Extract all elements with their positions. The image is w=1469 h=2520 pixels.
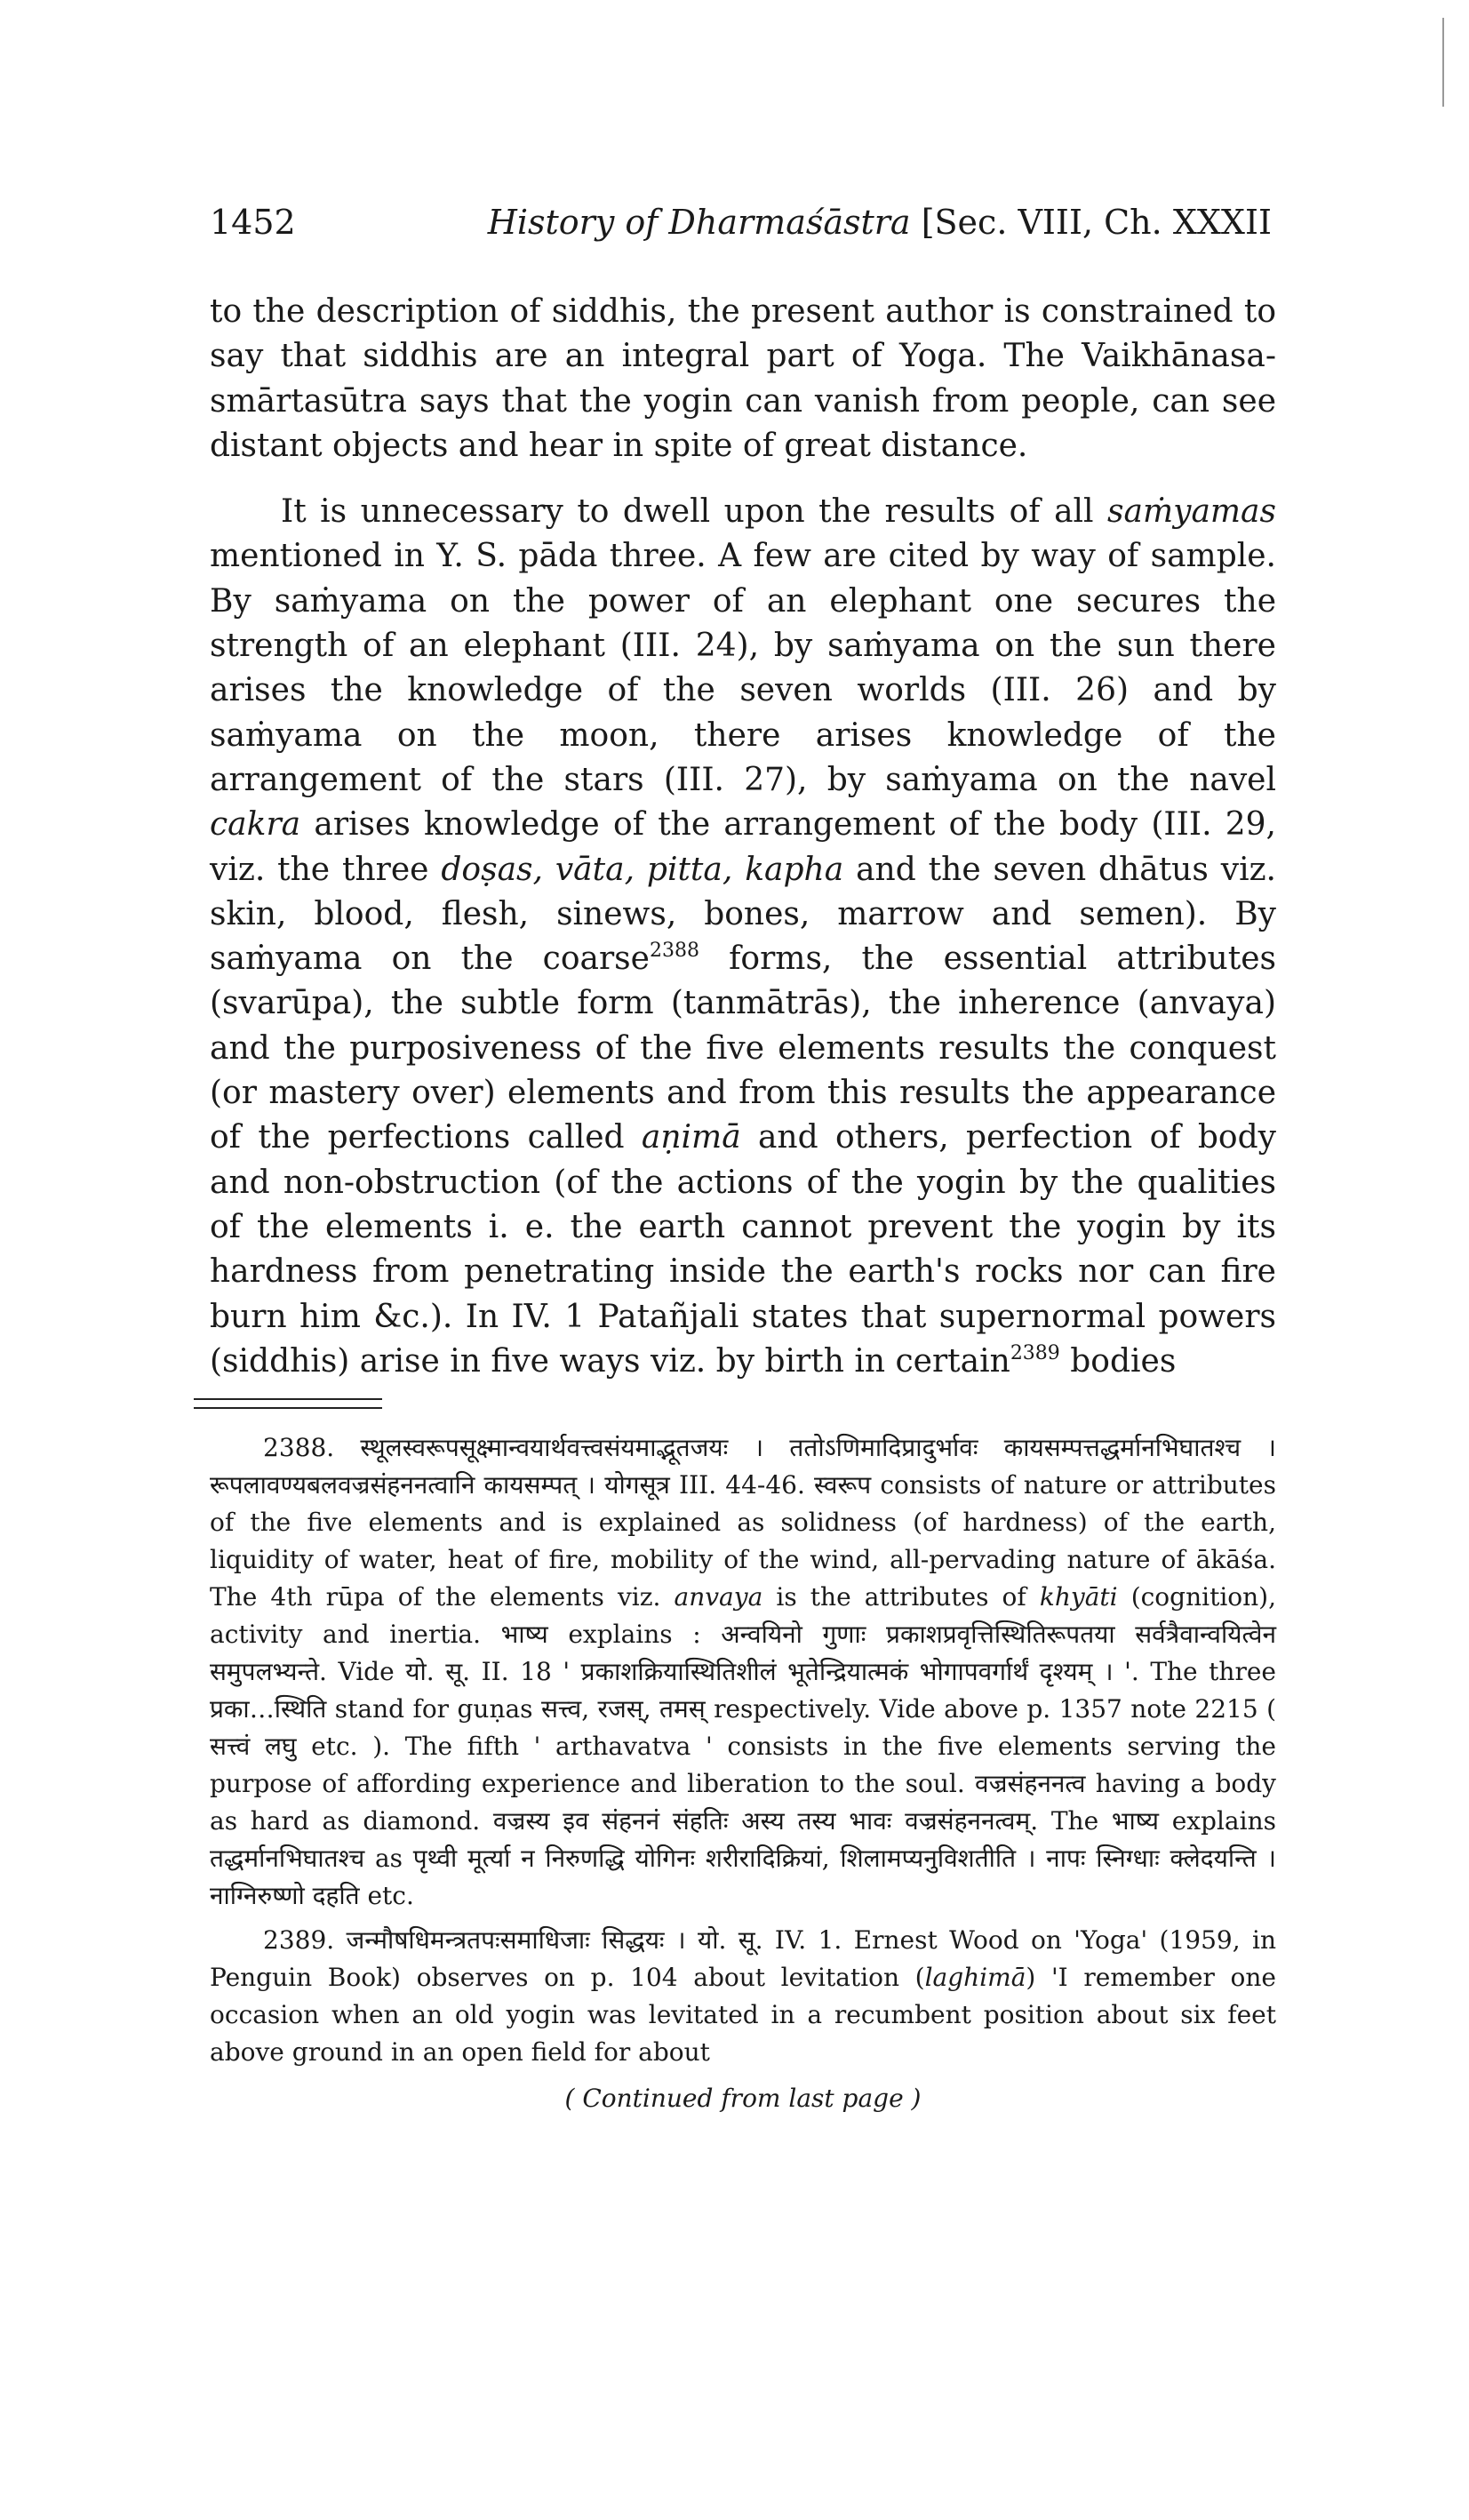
text-run: ) 'I remember one occasion when an old yogin was levitated in a recumbent position about six feet above ground in an open field for about: [210, 1963, 1276, 2067]
main-text: [210, 290, 1276, 1384]
page-number: 1452: [210, 203, 296, 242]
footnote-rule: [194, 1398, 382, 1409]
text-run: It is unnecessary to dwell upon the results of all: [281, 493, 1108, 531]
italic-term: doṣas, vāta, pitta, kapha: [441, 851, 844, 888]
text-run: mentioned in Y. S. pāda three. A few are cited by way of sample. By saṁyama on the power of an elephant one secures the strength of an elephant (III. 24), by saṁyama on the sun there arises the knowledge of the seven worlds (III. 26) and by saṁyama on the moon, there arises knowledge of the arrangement of the stars (III. 27), by saṁyama on the navel: [210, 538, 1276, 798]
page-edge-mark: [1442, 18, 1444, 107]
italic-term: laghimā: [924, 1963, 1026, 1992]
text-run: and the seven dhātus viz. skin, blood, flesh, sinews, bones, marrow and semen). By saṁyama on the coarse: [210, 851, 1276, 978]
text-run: bodies: [1059, 1342, 1177, 1380]
book-title: History of Dharmaśāstra: [487, 203, 911, 242]
footnotes: [210, 1429, 1276, 2117]
text-run: and others, perfection of body and non-obstruction (of the actions of the yogin by the qualities of the elements i. e. the earth cannot prevent the yogin by its hardness from penetrating inside the earth's rocks nor can fire burn him &c.). In IV. 1 Patañjali states that supernormal powers (siddhis) arise in five ways viz. by birth in certain: [210, 1119, 1276, 1380]
italic-term: saṁyamas: [1107, 493, 1276, 531]
footnote-2388: [210, 1429, 1276, 1915]
italic-term: khyāti: [1039, 1582, 1118, 1612]
paragraph-1: to the description of siddhis, the present author is constrained to say that siddhis are an integral part of Yoga. The Vaikhānasa-smārtasūtra says that the yogin can vanish from people, can see distant objects and hear in spite of great distance.: [210, 293, 1276, 464]
running-header: [210, 203, 1272, 256]
italic-term: aṇimā: [641, 1119, 741, 1156]
footnote-ref-2388: 2388: [649, 940, 699, 963]
footnote-ref-2389: 2389: [1010, 1341, 1060, 1364]
footnote-2389: [210, 1922, 1276, 2071]
text-run: arises knowledge of the arrangement of the body (III. 29, viz. the three: [210, 806, 1276, 888]
text-run: (cognition), activity and inertia. भाष्य explains : अन्वयिनो गुणाः प्रकाशप्रवृत्तिस्थितिरूपतया सर्वत्रैवान्वयित्वेन समुपलभ्यन्ते. Vide यो. सू. II. 18 ' प्रकाशक्रियास्थितिशीलं भूतेन्द्रियात्मकं भोगापवर्गार्थं दृश्यम् । '. The three प्रका…स्थिति stand for guṇas सत्त्व, रजस्, तमस् respectively. Vide above p. 1357 note 2215 ( सत्त्वं लघु etc. ). The fifth ' arthavatva ' consists in the five elements serving the purpose of affording experience and liberation to the soul. वज्रसंहननत्व having a body as hard as diamond. वज्रस्य इव संहननं संहतिः अस्य तस्य भावः वज्रसंहननत्वम्. The भाष्य explains तद्धर्मानभिघातश्च as पृथ्वी मूर्त्या न निरुणद्धि योगिनः शरीरादिक्रियां, शिलामप्यनुविशतीति । नापः स्निग्धाः क्लेदयन्ति । नाग्निरुष्णो दहति etc.: [210, 1582, 1276, 1910]
text-run: 2389. जन्मौषधिमन्त्रतपःसमाधिजाः सिद्धयः । यो. सू. IV. 1. Ernest Wood on 'Yoga' (1959, in Penguin Book) observes on p. 104 about levitation (: [210, 1925, 1276, 1992]
text-run: is the attributes of: [762, 1582, 1040, 1612]
italic-term: anvaya: [674, 1582, 763, 1612]
text-run: forms, the essential attributes (svarūpa), the subtle form (tanmātrās), the inherence (anvaya) and the purposiveness of the five elements results the conquest (or mastery over) elements and from this results the appearance of the perfections called: [210, 940, 1276, 1156]
italic-term: cakra: [210, 806, 301, 844]
continued-note: ( Continued from last page ): [564, 2084, 922, 2113]
section-label: [Sec. VIII, Ch. XXXII: [921, 203, 1272, 242]
text-run: 2388. स्थूलस्वरूपसूक्ष्मान्वयार्थवत्त्वसंयमाद्भूतजयः । ततोऽणिमादिप्रादुर्भावः कायसम्पत्तद्धर्मानभिघातश्च । रूपलावण्यबलवज्रसंहननत्वानि कायसम्पत् । योगसूत्र III. 44-46. स्वरूप consists of nature or attributes of the five elements and is explained as solidness (of hardness) of the earth, liquidity of water, heat of fire, mobility of the wind, all-pervading nature of ākāśa. The 4th rūpa of the elements viz.: [210, 1433, 1276, 1612]
paragraph-2: [210, 490, 1276, 1384]
running-title: [488, 203, 1272, 242]
